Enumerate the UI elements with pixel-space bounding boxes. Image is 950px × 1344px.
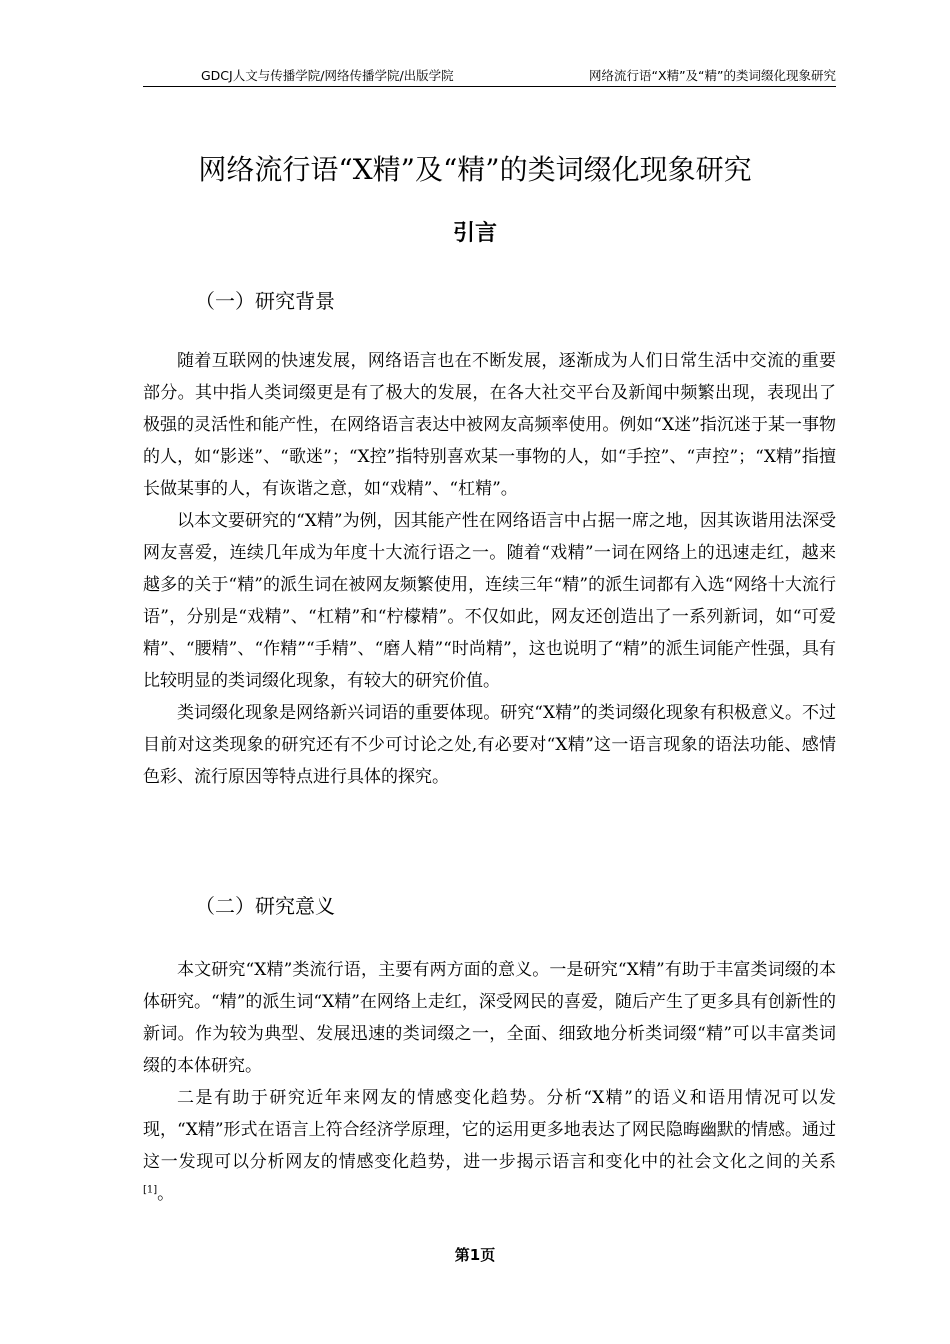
- paragraph: 类词缀化现象是网络新兴词语的重要体现。研究“X精”的类词缀化现象有积极意义。不过目前对这类现象的研究还有不少可讨论之处,有必要对“X精”这一语言现象的语法功能、感情色彩、流行原因等特点进行具体的探究。: [143, 703, 836, 787]
- section-body-background: [143, 345, 836, 793]
- header-paper-title: 网络流行语“X精”及“精”的类词缀化现象研究: [589, 68, 836, 83]
- intro-heading: 引言: [452, 221, 497, 246]
- running-header: [143, 66, 836, 87]
- paragraph: 以本文要研究的“X精”为例，因其能产性在网络语言中占据一席之地，因其诙谐用法深受网友喜爱，连续几年成为年度十大流行语之一。随着“戏精”一词在网络上的迅速走红，越来越多的关于“精”的派生词在被网友频繁使用，连续三年“精”的派生词都有入选“网络十大流行语”，分别是“戏精”、“杠精”和“柠檬精”。不仅如此，网友还创造出了一系列新词，如“可爱精”、“腰精”、“作精”“手精”、“磨人精”“时尚精”，这也说明了“精”的派生词能产性强，具有比较明显的类词缀化现象，有较大的研究价值。: [143, 511, 836, 691]
- paragraph: 随着互联网的快速发展，网络语言也在不断发展，逐渐成为人们日常生活中交流的重要部分。其中指人类词缀更是有了极大的发展，在各大社交平台及新闻中频繁出现，表现出了极强的灵活性和能产性，在网络语言表达中被网友高频率使用。例如“X迷”指沉迷于某一事物的人，如“影迷”、“歌迷”；“X控”指特别喜欢某一事物的人，如“手控”、“声控”；“X精”指擅长做某事的人，有诙谐之意，如“戏精”、“杠精”。: [143, 351, 836, 499]
- paragraph-text: 二是有助于研究近年来网友的情感变化趋势。分析“X精”的语义和语用情况可以发现，“X精”形式在语言上符合经济学原理，它的运用更多地表达了网民隐晦幽默的情感。通过这一发现可以分析网友的情感变化趋势，进一步揭示语言和变化中的社会文化之间的关系: [143, 1088, 836, 1172]
- section-heading-significance: （二）研究意义: [195, 894, 335, 918]
- paragraph: 本文研究“X精”类流行语，主要有两方面的意义。一是研究“X精”有助于丰富类词缀的本体研究。“精”的派生词“X精”在网络上走红，深受网民的喜爱，随后产生了更多具有创新性的新词。作为较为典型、发展迅速的类词缀之一，全面、细致地分析类词缀“精”可以丰富类词缀的本体研究。: [143, 960, 836, 1076]
- section-body-significance: [143, 954, 836, 1210]
- header-institution: GDCJ人文与传播学院/网络传播学院/出版学院: [201, 68, 454, 83]
- paper-title: 网络流行语“X精”及“精”的类词缀化现象研究: [198, 153, 752, 186]
- closing-punctuation: 。: [157, 1184, 175, 1204]
- paragraph-with-citation: [143, 1082, 836, 1210]
- page-number: 第1页: [454, 1246, 496, 1264]
- citation-marker[interactable]: [1]: [143, 1184, 158, 1196]
- section-heading-background: （一）研究背景: [195, 289, 335, 313]
